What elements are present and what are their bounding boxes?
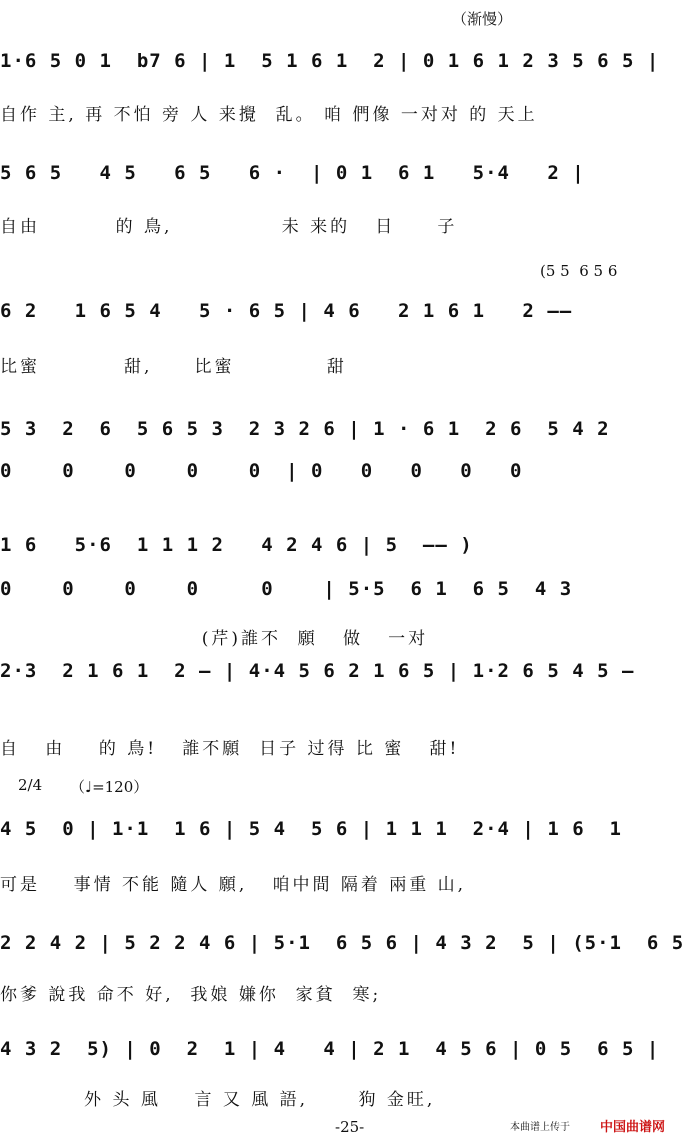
lyrics-line: 自 由 的 鳥! 誰不願 日子 过得 比 蜜 甜!: [0, 739, 460, 759]
lyrics-line: 外 头 風 言 又 風 語, 狗 金旺,: [0, 1090, 436, 1110]
notation-line: 1·6 5 0 1 b7 6 | 1 5 1 6 1 2 | 0 1 6 1 2 3 5 6 5 |: [0, 50, 660, 72]
notation-line: 5 3 2 6 5 6 5 3 2 3 2 6 | 1 · 6 1 2 6 5 4 2: [0, 418, 610, 440]
time-signature: 2/4: [18, 776, 43, 794]
lyrics-line: 你爹 說我 命不 好, 我娘 嫌你 家貧 寒;: [0, 985, 382, 1005]
lyrics-line: 可是 事情 不能 隨人 願, 咱中間 隔着 兩重 山,: [0, 875, 467, 895]
lyrics-line: 自由 的 鳥, 未 来的 日 子: [0, 217, 458, 237]
notation-line: 1 6 5·6 1 1 1 2 4 2 4 6 | 5 —— ): [0, 534, 473, 556]
upload-note: 本曲谱上传于: [510, 1122, 570, 1133]
notation-line: 4 5 0 | 1·1 1 6 | 5 4 5 6 | 1 1 1 2·4 | 1 6 1: [0, 818, 622, 840]
site-logo: 中国曲谱网: [600, 1120, 666, 1135]
notation-line: 6 2 1 6 5 4 5 · 6 5 | 4 6 2 1 6 1 2 ——: [0, 300, 585, 322]
notation-line: 2·3 2 1 6 1 2 — | 4·4 5 6 2 1 6 5 | 1·2 6 5 4 5 —: [0, 660, 635, 682]
notation-aside: (5 5 6 5 6: [540, 262, 618, 280]
lyrics-line: 自作 主, 再 不怕 旁 人 来攪 乱。 咱 們像 一对对 的 天上: [0, 105, 538, 125]
notation-line: 5 6 5 4 5 6 5 6 · | 0 1 6 1 5·4 2 |: [0, 162, 585, 184]
notation-line: 4 3 2 5) | 0 2 1 | 4 4 | 2 1 4 5 6 | 0 5 6 5 |: [0, 1038, 660, 1060]
notation-lower-line: 0 0 0 0 0 | 0 0 0 0 0: [0, 460, 523, 482]
page-number: -25-: [335, 1118, 365, 1136]
tempo-marking: （渐慢）: [452, 10, 513, 28]
notation-line: 2 2 4 2 | 5 2 2 4 6 | 5·1 6 5 6 | 4 3 2 5 | (5·1 6 5: [0, 932, 685, 954]
tempo-mark: （♩=120）: [70, 778, 149, 796]
lyrics-line: 比蜜 甜, 比蜜 甜: [0, 357, 347, 377]
lyrics-line: (芹)誰不 願 做 一对: [0, 629, 429, 649]
notation-lower-line: 0 0 0 0 0 | 5·5 6 1 6 5 4 3: [0, 578, 573, 600]
